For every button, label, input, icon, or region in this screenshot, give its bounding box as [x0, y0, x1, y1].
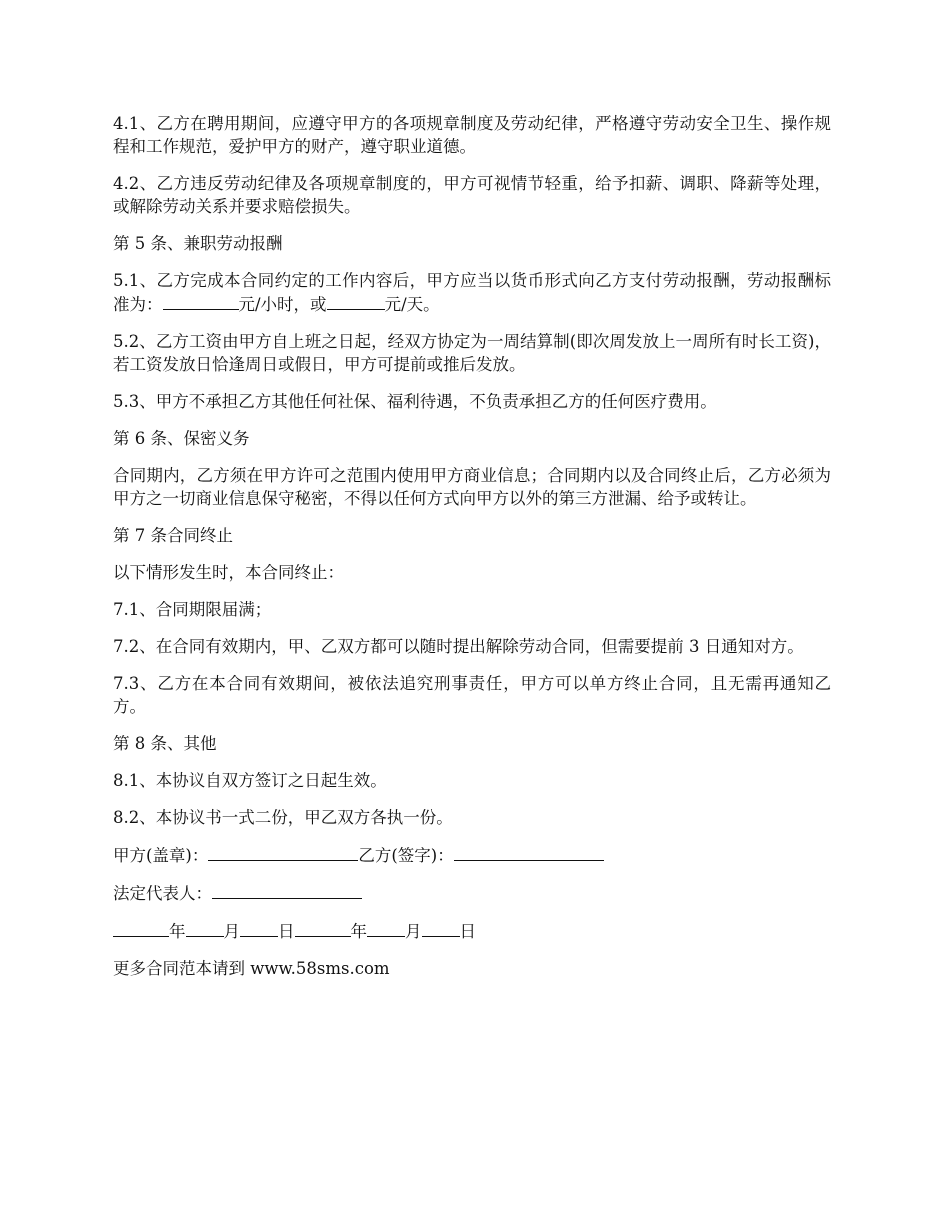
- month-label: 月: [223, 922, 240, 941]
- clause-8-1: 8.1、本协议自双方签订之日起生效。: [113, 771, 387, 790]
- party-b-signature-blank: [454, 843, 604, 861]
- contract-page: [113, 112, 831, 994]
- daily-rate-blank: [327, 292, 385, 310]
- clause-5-3: 5.3、甲方不承担乙方其他任何社保、福利待遇，不负责承担乙方的任何医疗费用。: [113, 392, 717, 411]
- clause-5-1-text-c: 元/天。: [384, 295, 440, 314]
- clause-5-2: 5.2、乙方工资由甲方自上班之日起，经双方协定为一周结算制(即次周发放上一周所有时长工资)，若工资发放日恰逢周日或假日，甲方可提前或推后发放。: [113, 332, 831, 374]
- party-a-signature-blank: [208, 843, 358, 861]
- month-label: 月: [405, 922, 422, 941]
- party-b-label: 乙方(签字)：: [358, 846, 454, 865]
- party-a-month-blank: [186, 919, 224, 937]
- clause-7-3: 7.3、乙方在本合同有效期间，被依法追究刑事责任，甲方可以单方终止合同，且无需再通知乙方。: [113, 674, 831, 716]
- clause-4-1: 4.1、乙方在聘用期间，应遵守甲方的各项规章制度及劳动纪律，严格遵守劳动安全卫生、操作规程和工作规范，爱护甲方的财产，遵守职业道德。: [113, 114, 831, 156]
- clause-7-1: 7.1、合同期限届满；: [113, 600, 272, 619]
- section-8-heading: 第 8 条、其他: [113, 734, 217, 753]
- year-label: 年: [350, 922, 367, 941]
- clause-6: 合同期内，乙方须在甲方许可之范围内使用甲方商业信息；合同期内以及合同终止后，乙方必须为甲方之一切商业信息保守秘密，不得以任何方式向甲方以外的第三方泄漏、给予或转让。: [113, 466, 831, 508]
- clause-5-1-text-a: 5.1、乙方完成本合同约定的工作内容后，甲方应当以货币形式向乙方支付劳动报酬，劳动报酬标准为：: [113, 271, 831, 314]
- legal-rep-label: 法定代表人：: [113, 884, 212, 903]
- clause-7-2: 7.2、在合同有效期内，甲、乙双方都可以随时提出解除劳动合同，但需要提前 3 日通知对方。: [113, 637, 804, 656]
- section-5-heading: 第 5 条、兼职劳动报酬: [113, 234, 283, 253]
- day-label: 日: [278, 922, 295, 941]
- hourly-rate-blank: [163, 292, 239, 310]
- signature-parties-line: [113, 843, 831, 867]
- clause-8-2: 8.2、本协议书一式二份，甲乙双方各执一份。: [113, 808, 453, 827]
- party-a-year-blank: [113, 919, 169, 937]
- party-b-day-blank: [422, 919, 460, 937]
- section-7-heading: 第 7 条合同终止: [113, 526, 233, 545]
- clause-7-intro: 以下情形发生时，本合同终止：: [113, 563, 344, 582]
- year-label: 年: [169, 922, 186, 941]
- legal-rep-signature-blank: [212, 881, 362, 899]
- date-line: [113, 919, 831, 943]
- party-a-label: 甲方(盖章)：: [113, 846, 209, 865]
- party-b-year-blank: [295, 919, 351, 937]
- clause-4-2: 4.2、乙方违反劳动纪律及各项规章制度的，甲方可视情节轻重，给予扣薪、调职、降薪等处理，或解除劳动关系并要求赔偿损失。: [113, 174, 831, 216]
- party-a-day-blank: [240, 919, 278, 937]
- clause-5-1-text-b: 元/小时，或: [238, 295, 327, 314]
- section-6-heading: 第 6 条、保密义务: [113, 429, 250, 448]
- day-label: 日: [459, 922, 476, 941]
- clause-5-1: [113, 269, 831, 316]
- footer-more-templates: 更多合同范本请到 www.58sms.com: [113, 959, 390, 978]
- legal-rep-line: [113, 881, 831, 905]
- party-b-month-blank: [367, 919, 405, 937]
